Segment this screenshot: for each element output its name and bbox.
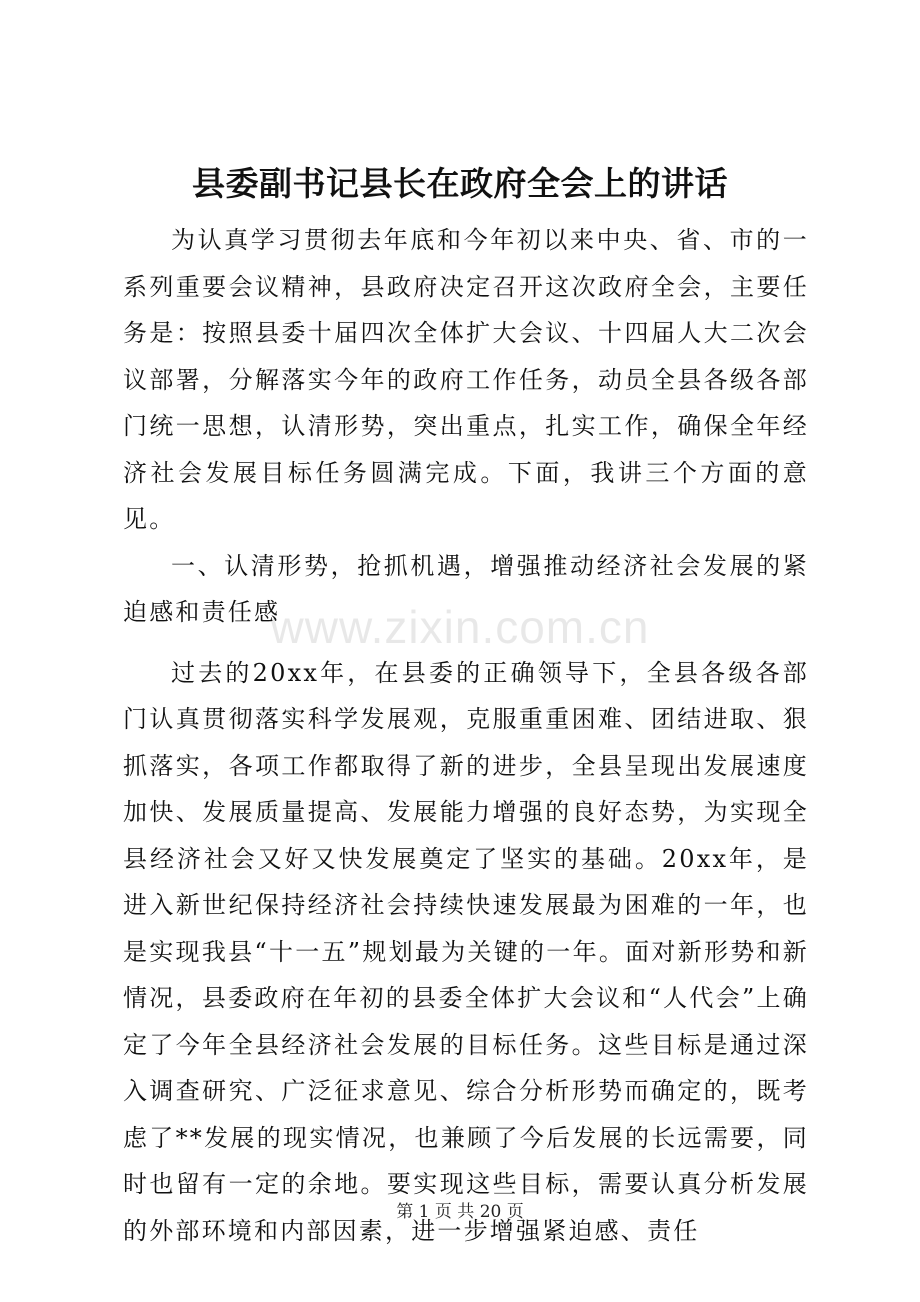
section-heading-1: 一、认清形势，抢抓机遇，增强推动经济社会发展的紧迫感和责任感 [123,551,809,626]
intro-paragraph: 为认真学习贯彻去年底和今年初以来中央、省、市的一系列重要会议精神，县政府决定召开这次政府全会，主要任务是：按照县委十届四次全体扩大会议、十四届人大二次会议部署，分解落实今年的政府工作任务，动员全县各级各部门统一思想，认清形势，突出重点，扎实工作，确保全年经济社会发展目标任务圆满完成。下面，我讲三个方面的意见。 [123,226,809,533]
document-title: 县委副书记县长在政府全会上的讲话 [192,164,728,203]
watermark: www.zixin.com.cn [270,601,650,653]
page-footer: 第 1 页 共 20 页 [396,1202,524,1222]
document-body [123,217,809,1254]
body-paragraph-1: 过去的20xx年，在县委的正确领导下，全县各级各部门认真贯彻落实科学发展观，克服重重困难、团结进取、狠抓落实，各项工作都取得了新的进步，全县呈现出发展速度加快、发展质量提高、发展能力增强的良好态势，为实现全县经济社会又好又快发展奠定了坚实的基础。20xx年，是进入新世纪保持经济社会持续快速发展最为困难的一年，也是实现我县“十一五”规划最为关键的一年。面对新形势和新情况，县委政府在年初的县委全体扩大会议和“人代会”上确定了今年全县经济社会发展的目标任务。这些目标是通过深入调查研究、广泛征求意见、综合分析形势而确定的，既考虑了**发展的现实情况，也兼顾了今后发展的长远需要，同时也留有一定的余地。要实现这些目标，需要认真分析发展的外部环境和内部因素，进一步增强紧迫感、责任 [123,658,809,1245]
